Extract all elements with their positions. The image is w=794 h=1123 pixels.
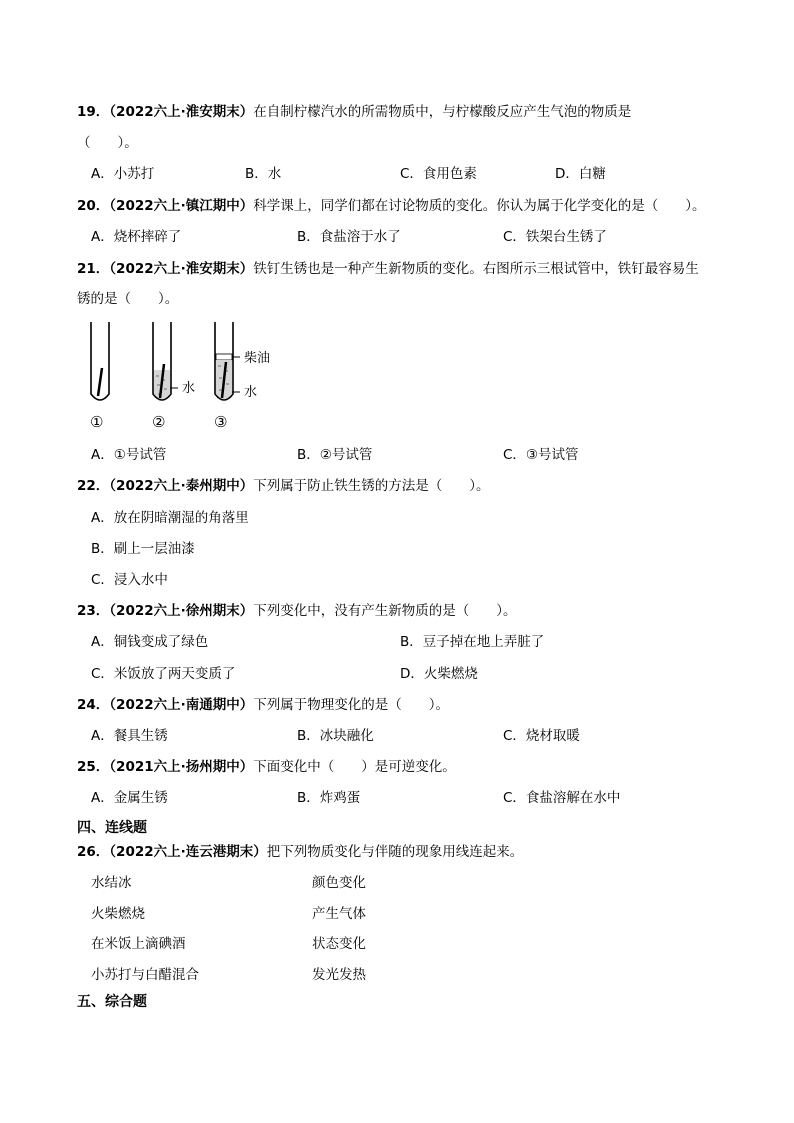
question-number: 23． [77, 603, 110, 619]
section-title: 五、综合题 [77, 994, 147, 1010]
option-b: B．刷上一层油漆 [91, 541, 195, 557]
question-25 [77, 758, 456, 776]
test-tubes-figure [82, 318, 282, 433]
option-c: C．烧材取暖 [503, 728, 580, 744]
option-a: A．小苏打 [91, 166, 155, 182]
option-b: B．②号试管 [297, 447, 373, 463]
question-stem: 下面变化中（ ）是可逆变化。 [253, 759, 456, 775]
option-c: C．米饭放了两天变质了 [91, 666, 236, 682]
option-c: C．食盐溶解在水中 [503, 790, 621, 806]
question-number: 22． [77, 478, 110, 494]
oil-label: 柴油 [244, 351, 271, 366]
question-26 [77, 843, 523, 861]
option-b: B．豆子掉在地上弄脏了 [400, 634, 545, 650]
question-number: 20． [77, 198, 110, 214]
question-source: （2022六上·镇江期中） [109, 198, 254, 214]
question-stem: 铁钉生锈也是一种产生新物质的变化。右图所示三根试管中，铁钉最容易生 [253, 261, 699, 277]
match-left-item: 在米饭上滴碘酒 [91, 936, 186, 952]
match-right-item: 状态变化 [312, 936, 366, 952]
question-22 [77, 477, 490, 495]
option-a: A．金属生锈 [91, 790, 168, 806]
question-number: 21． [77, 261, 110, 277]
option-a: A．①号试管 [91, 447, 167, 463]
option-c: C．铁架台生锈了 [503, 229, 607, 245]
question-stem: 在自制柠檬汽水的所需物质中，与柠檬酸反应产生气泡的物质是 [253, 104, 632, 120]
question-source: （2022六上·徐州期末） [109, 603, 254, 619]
option-a: A．烧杯摔碎了 [91, 229, 182, 245]
nail-icon [98, 368, 102, 396]
question-24 [77, 696, 449, 714]
match-right-item: 发光发热 [312, 967, 366, 983]
question-source: （2022六上·淮安期末） [109, 104, 254, 120]
question-number: 19． [77, 104, 110, 120]
option-b: B．水 [245, 166, 282, 182]
section-title: 四、连线题 [77, 820, 147, 836]
match-left-item: 水结冰 [91, 875, 132, 891]
option-d: D．火柴燃烧 [400, 666, 478, 682]
test-tube-2 [153, 322, 178, 400]
test-tube-3 [215, 322, 240, 400]
question-stem: 把下列物质变化与伴随的现象用线连起来。 [266, 844, 524, 860]
option-b: B．炸鸡蛋 [297, 790, 361, 806]
match-right-item: 产生气体 [312, 906, 366, 922]
question-stem: 下列属于防止铁生锈的方法是（ ）。 [253, 478, 490, 494]
question-number: 24． [77, 697, 110, 713]
question-20 [77, 197, 706, 215]
option-a: A．餐具生锈 [91, 728, 168, 744]
question-stem: 下列属于物理变化的是（ ）。 [253, 697, 449, 713]
question-stem-continued: （ ）。 [77, 135, 138, 151]
question-source: （2022六上·淮安期末） [109, 261, 254, 277]
question-21 [77, 260, 699, 278]
question-stem: 科学课上，同学们都在讨论物质的变化。你认为属于化学变化的是（ ）。 [253, 198, 706, 214]
question-source: （2021六上·扬州期中） [109, 759, 254, 775]
water-label: 水 [182, 381, 196, 396]
tube-label-3: ③ [214, 413, 228, 431]
option-d: D．白糖 [555, 166, 606, 182]
option-b: B．食盐溶于水了 [297, 229, 401, 245]
option-c: C．浸入水中 [91, 572, 168, 588]
question-23 [77, 602, 517, 620]
question-source: （2022六上·泰州期中） [109, 478, 254, 494]
question-number: 25． [77, 759, 110, 775]
question-source: （2022六上·连云港期末） [109, 844, 267, 860]
option-c: C．食用色素 [400, 166, 477, 182]
match-left-item: 小苏打与白醋混合 [91, 967, 199, 983]
test-tube-1 [91, 322, 109, 400]
option-a: A．铜钱变成了绿色 [91, 634, 209, 650]
match-right-item: 颜色变化 [312, 875, 366, 891]
question-source: （2022六上·南通期中） [109, 697, 254, 713]
option-c: C．③号试管 [503, 447, 579, 463]
match-left-item: 火柴燃烧 [91, 906, 145, 922]
question-stem-continued: 锈的是（ ）。 [77, 291, 179, 307]
question-19 [77, 103, 631, 121]
question-number: 26． [77, 844, 110, 860]
tube-label-2: ② [152, 413, 166, 431]
option-a: A．放在阴暗潮湿的角落里 [91, 510, 249, 526]
tube-label-1: ① [90, 413, 104, 431]
option-b: B．冰块融化 [297, 728, 374, 744]
water-label: 水 [244, 385, 258, 400]
question-stem: 下列变化中，没有产生新物质的是（ ）。 [253, 603, 517, 619]
